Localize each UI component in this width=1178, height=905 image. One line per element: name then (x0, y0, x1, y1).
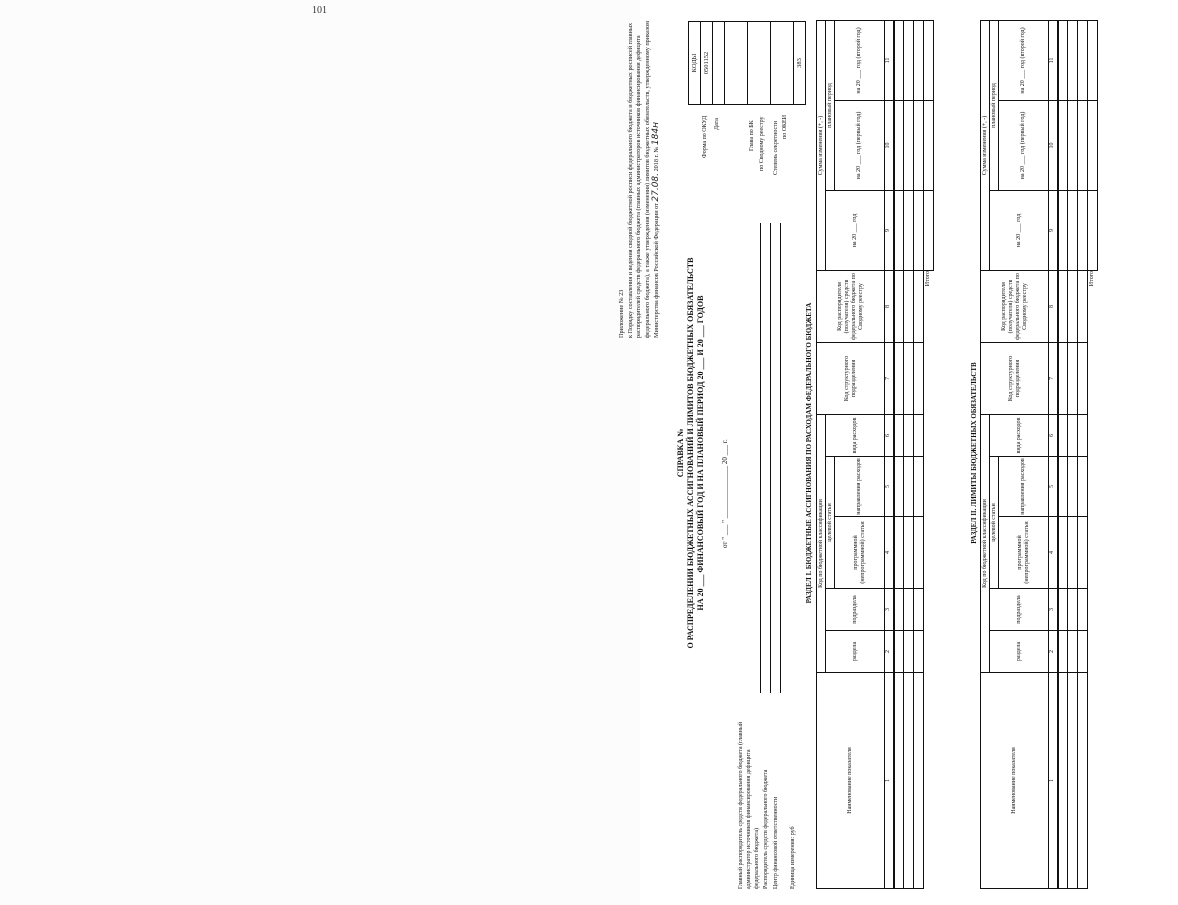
section2-table (980, 20, 1098, 889)
s1-col-program: программной (непрограммной) статьи (835, 517, 885, 589)
section2-title: РАЗДЕЛ II. ЛИМИТЫ БЮДЖЕТНЫХ ОБЯЗАТЕЛЬСТВ (970, 362, 978, 544)
section1-table (816, 20, 934, 889)
center-field-line (780, 223, 781, 693)
form-title-number: СПРАВКА № (676, 428, 685, 478)
s2-col-name: Наименование показателя (981, 673, 1049, 889)
okei-label: по ОКЕИ (782, 114, 788, 139)
rotated-form (618, 13, 1178, 893)
s1-col-name: Наименование показателя (817, 673, 885, 889)
s1-data-row (894, 20, 904, 888)
s2-data-row (1078, 20, 1088, 888)
s1-col-manager-code: Код распорядителя (получателя) средств федерального бюджета по Сводному реестру (817, 271, 885, 343)
handwritten-number: 184н (651, 122, 662, 146)
center-label: Центр финансовой ответственности (773, 796, 779, 889)
manager-label-3: федерального бюджета) (754, 827, 760, 889)
form-date-line: от " ___ " _______________ 20 ___ г. (721, 439, 729, 548)
s1-col-year: на 20 ___ год (826, 191, 885, 271)
registry-code (748, 22, 771, 105)
s2-col-second-year: на 20 ___ год (второй год) (999, 20, 1049, 100)
s1-col-target: целевой статьи (826, 457, 835, 589)
s2-col-target: целевой статьи (990, 457, 999, 589)
s2-col-year: на 20 ___ год (990, 191, 1049, 271)
s1-col-second-year: на 20 ___ год (второй год) (835, 20, 885, 100)
s2-col-manager-code: Код распорядителя (получателя) средств федерального бюджета по Сводному реестру (981, 271, 1049, 343)
s1-col-subsection: подраздела (826, 589, 885, 631)
s1-col-sum-group: Сумма изменения (+, -) (817, 20, 826, 270)
page-number: 101 (312, 5, 327, 16)
s2-col-struct-unit: Код структурного подразделения (981, 343, 1049, 415)
recipient-field-line (770, 223, 771, 693)
s1-total-label: Итого (924, 271, 934, 343)
s2-col-expense-type: вида расходов (990, 415, 1049, 457)
s2-total-row (1088, 20, 1098, 888)
s2-col-sum-group: Сумма изменения (+, -) (981, 20, 990, 270)
s2-col-subsection: подраздела (990, 589, 1049, 631)
okei-code: 383 (794, 22, 806, 105)
manager-label-1: Главный распорядитель средств федерального бюджета (главный (738, 721, 744, 889)
registry-label: по Сводному реестру (759, 116, 765, 171)
section1-title: РАЗДЕЛ I. БЮДЖЕТНЫЕ АССИГНОВАНИЯ ПО РАСХОДАМ ФЕДЕРАЛЬНОГО БЮДЖЕТА (805, 302, 813, 604)
appendix-text: к Порядку составления и ведения сводной бюджетной росписи федерального бюджета и бюджетных росписей главных распорядителей средств федерального бюджета (главных администраторов источников финансирования дефицита федерального бюджета), а также утверждения (изменения) лимитов бюджетных обязательств, утвержденному приказом Министерства финансов Российской Федерации от 27.08. 2018 г. № 184н (626, 20, 662, 338)
s2-col-plan-group: плановый период (990, 20, 999, 190)
s2-total-label: Итого (1088, 271, 1098, 343)
secrecy-code (771, 22, 794, 105)
s2-col-first-year: на 20 ___ год (первый год) (999, 101, 1049, 191)
s1-col-expense-type: вида расходов (826, 415, 885, 457)
date-code (713, 22, 725, 105)
s1-col-code-group: Код по бюджетной классификации (817, 415, 826, 673)
form-title: О РАСПРЕДЕЛЕНИИ БЮДЖЕТНЫХ АССИГНОВАНИЙ И ЛИМИТОВ БЮДЖЕТНЫХ ОБЯЗАТЕЛЬСТВ (686, 257, 695, 649)
secrecy-label: Степень секретности (773, 121, 779, 175)
s1-col-struct-unit: Код структурного подразделения (817, 343, 885, 415)
s2-col-section: раздела (990, 631, 1049, 673)
s1-col-plan-group: плановый период (826, 20, 835, 190)
s1-col-direction: направления расходов (835, 457, 885, 517)
unit-label: Единица измерения: руб (790, 826, 796, 889)
s2-col-program: программной (непрограммной) статьи (999, 517, 1049, 589)
s2-data-row (1068, 20, 1078, 888)
appendix-block (618, 18, 662, 338)
appendix-title: Приложение № 23 (618, 289, 625, 338)
s2-data-row (1058, 20, 1068, 888)
manager-field-line (760, 223, 761, 693)
okud-code: 0501152 (701, 22, 713, 105)
s1-data-row (904, 20, 914, 888)
okud-label: Форма по ОКУД (702, 115, 708, 158)
s1-number-row: 1 2 3 4 5 6 7 8 9 10 11 (885, 20, 894, 888)
handwritten-date: 27.08. (651, 172, 662, 202)
s2-number-row: 1 2 3 4 5 6 7 8 9 10 11 (1049, 20, 1058, 888)
manager-label-2: администратор источников финансирования дефицита (746, 749, 752, 889)
form-title-period: НА 20 ___ ФИНАНСОВЫЙ ГОД И НА ПЛАНОВЫЙ ПЕРИОД 20 ___ И 20 ___ ГОДОВ (696, 295, 705, 611)
s1-col-first-year: на 20 ___ год (первый год) (835, 101, 885, 191)
s1-total-row (924, 20, 934, 888)
s2-col-code-group: Код по бюджетной классификации (981, 415, 990, 673)
chapter-code (725, 22, 748, 105)
chapter-label: Глава по БК (749, 120, 755, 151)
date-label: Дата (714, 118, 720, 130)
recipient-label: Распорядитель средств федерального бюджета (763, 769, 769, 889)
s1-data-row (914, 20, 924, 888)
s2-col-direction: направления расходов (999, 457, 1049, 517)
s1-col-section: раздела (826, 631, 885, 673)
codes-table (688, 21, 806, 105)
codes-header: КОДЫ (689, 22, 701, 105)
